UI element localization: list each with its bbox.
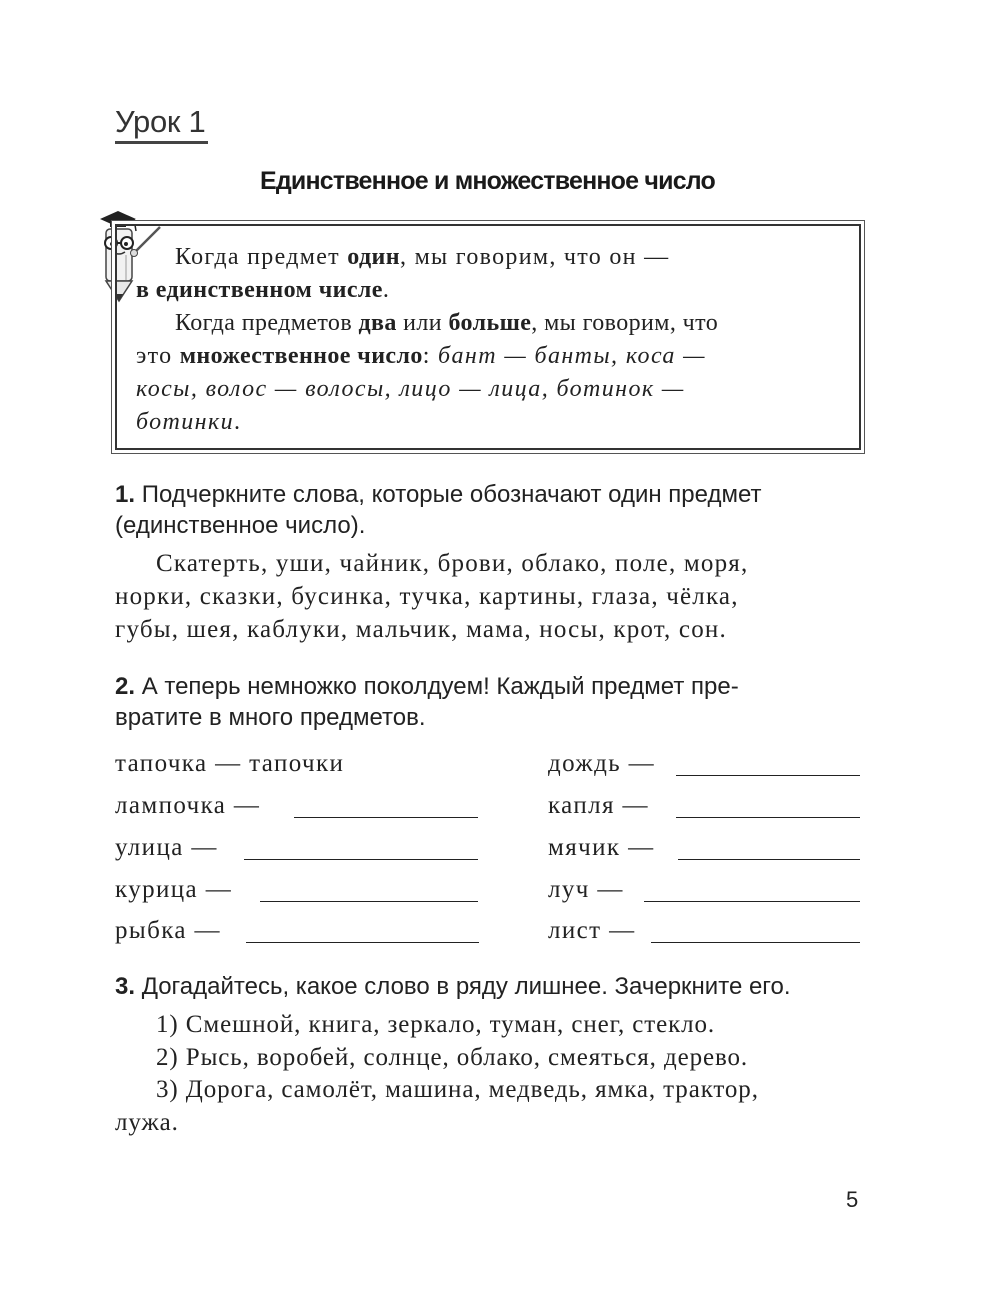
answer-blank[interactable]	[260, 901, 478, 902]
rule-line-4: это множественное число: бант — банты, коса —	[136, 343, 706, 369]
answer-blank[interactable]	[678, 859, 860, 860]
task2-number: 2.	[115, 673, 136, 700]
task3-row-1: 1) Смешной, книга, зеркало, туман, снег, стекло.	[156, 1011, 716, 1038]
task2-right-item: луч —	[548, 876, 624, 903]
task2-left-item: лампочка —	[115, 792, 261, 819]
task1-words-line-3: губы, шея, каблуки, мальчик, мама, носы, крот, сон.	[115, 616, 727, 643]
rule-line-2: в единственном числе.	[136, 277, 391, 303]
task2-left-item: улица —	[115, 834, 218, 861]
task1-instruction-line-2: (единственное число).	[115, 512, 366, 539]
task2-right-item: лист —	[548, 917, 636, 944]
answer-blank[interactable]	[246, 942, 479, 943]
rule-line-3: Когда предметов два или больше, мы говорим, что	[175, 310, 719, 336]
task3-row-3-continued: лужа.	[115, 1109, 179, 1136]
answer-blank[interactable]	[651, 942, 860, 943]
task1-instruction-line-1: 1. Подчеркните слова, которые обозначают один предмет	[115, 481, 762, 508]
task1-words-line-2: норки, сказки, бусинка, тучка, картины, глаза, чёлка,	[115, 583, 739, 610]
answer-blank[interactable]	[676, 775, 860, 776]
answer-blank[interactable]	[676, 817, 860, 818]
task2-left-item: тапочка — тапочки	[115, 750, 345, 777]
task3-row-2: 2) Рысь, воробей, солнце, облако, смеяться, дерево.	[156, 1044, 749, 1071]
task2-instruction-line-2: вратите в много предметов.	[115, 704, 426, 731]
task1-words-line-1: Скатерть, уши, чайник, брови, облако, поле, моря,	[156, 550, 749, 577]
answer-blank[interactable]	[244, 859, 478, 860]
rule-line-1: Когда предмет один, мы говорим, что он —	[175, 244, 670, 270]
rule-line-6: ботинки.	[136, 409, 242, 435]
lesson-title: Урок 1	[115, 104, 206, 139]
answer-blank[interactable]	[644, 901, 860, 902]
task2-right-item: мячик —	[548, 834, 655, 861]
task1-number: 1.	[115, 481, 136, 508]
task2-left-item: курица —	[115, 876, 233, 903]
task2-right-item: капля —	[548, 792, 649, 819]
task3-row-3: 3) Дорога, самолёт, машина, медведь, ямка, трактор,	[156, 1076, 759, 1103]
answer-blank[interactable]	[294, 817, 478, 818]
task3-instruction: 3. Догадайтесь, какое слово в ряду лишнее. Зачеркните его.	[115, 973, 791, 1000]
lesson-title-underline	[115, 141, 208, 144]
task3-number: 3.	[115, 973, 136, 1000]
task2-right-item: дождь —	[548, 750, 656, 777]
task2-instruction-line-1: 2. А теперь немножко поколдуем! Каждый предмет пре-	[115, 673, 739, 700]
page-number: 5	[846, 1187, 859, 1212]
topic-title: Единственное и множественное число	[259, 167, 716, 195]
rule-line-5: косы, волос — волосы, лицо — лица, ботинок —	[136, 376, 685, 402]
task2-left-item: рыбка —	[115, 917, 221, 944]
